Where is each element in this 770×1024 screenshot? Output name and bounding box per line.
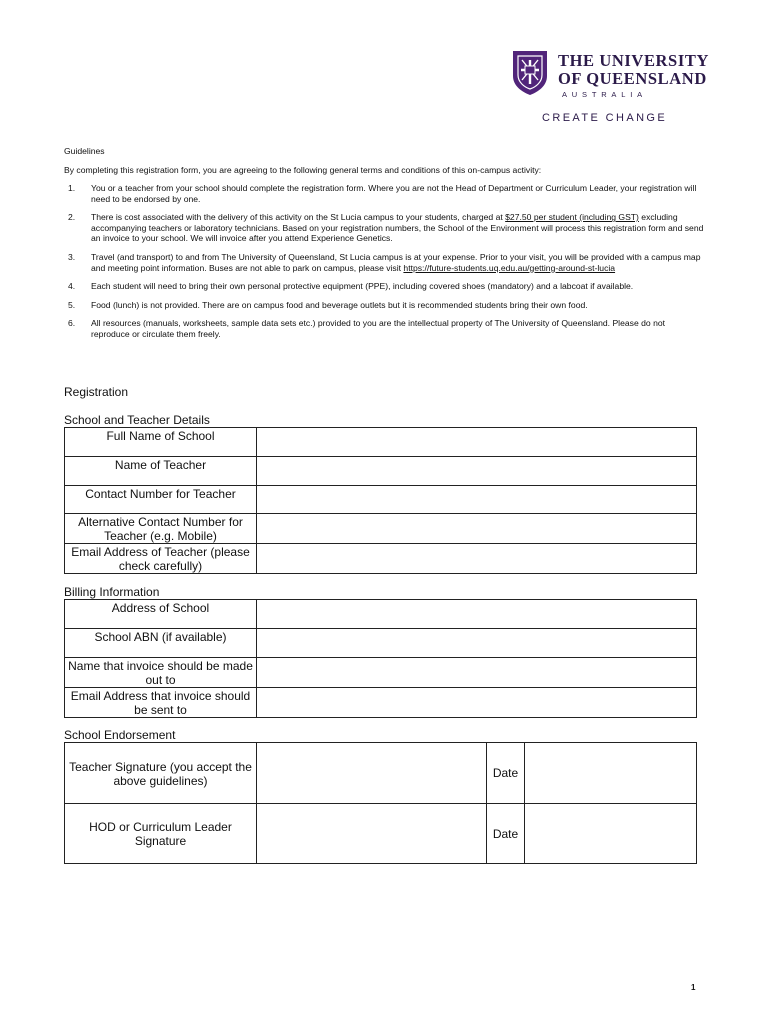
guideline-text: Food (lunch) is not provided. There are on campus food and beverage outlets but it is recommended students bring their own food. bbox=[91, 299, 588, 310]
guideline-item bbox=[64, 252, 704, 273]
uq-logo bbox=[512, 50, 709, 130]
school-teacher-table bbox=[64, 427, 697, 574]
field-label: Contact Number for Teacher bbox=[65, 486, 257, 514]
logo-line3: AUSTRALIA bbox=[562, 90, 647, 99]
teacher-name-input[interactable] bbox=[257, 457, 696, 473]
registration-heading: Registration bbox=[64, 385, 129, 399]
field-cell bbox=[257, 600, 697, 629]
date-label: Date bbox=[487, 804, 525, 864]
guidelines-intro: By completing this registration form, you are agreeing to the following general terms and conditions of this on-campus activity: bbox=[64, 165, 542, 175]
guideline-number: 5. bbox=[68, 299, 76, 310]
signature-cell[interactable] bbox=[257, 743, 487, 804]
field-label: Alternative Contact Number for Teacher (e.g. Mobile) bbox=[65, 514, 257, 544]
guideline-item bbox=[64, 183, 704, 204]
logo-tagline: CREATE CHANGE bbox=[542, 112, 668, 124]
form-row bbox=[65, 688, 697, 718]
form-row bbox=[65, 600, 697, 629]
guidelines-list bbox=[64, 183, 704, 348]
school-abn-input[interactable] bbox=[257, 629, 696, 645]
price-text: $27.50 per student (including GST) bbox=[505, 212, 639, 223]
field-label: Name that invoice should be made out to bbox=[65, 658, 257, 688]
guideline-text: You or a teacher from your school should complete the registration form. Where you are not the Head of Department or Curriculum Leader, your registration will need to be endorsed by one. bbox=[91, 183, 697, 204]
field-label: Teacher Signature (you accept the above guidelines) bbox=[65, 743, 257, 804]
form-row bbox=[65, 629, 697, 658]
endorsement-table bbox=[64, 742, 697, 864]
guideline-item bbox=[64, 212, 704, 244]
billing-table bbox=[64, 599, 697, 718]
uq-crest-icon bbox=[512, 50, 548, 96]
field-cell bbox=[257, 428, 697, 457]
field-label: Full Name of School bbox=[65, 428, 257, 457]
guideline-text: Each student will need to bring their own personal protective equipment (PPE), including covered shoes (mandatory) and a labcoat if available. bbox=[91, 281, 634, 292]
guideline-text: All resources (manuals, worksheets, sample data sets etc.) provided to you are the intellectual property of The University of Queensland. Please do not reproduce or circulate them freely. bbox=[91, 318, 666, 339]
school-address-input[interactable] bbox=[257, 600, 696, 616]
endorsement-heading: School Endorsement bbox=[64, 728, 176, 742]
field-label: Email Address of Teacher (please check carefully) bbox=[65, 544, 257, 574]
form-row bbox=[65, 804, 697, 864]
date-cell bbox=[525, 804, 697, 864]
field-cell bbox=[257, 544, 697, 574]
field-cell bbox=[257, 658, 697, 688]
field-label: HOD or Curriculum Leader Signature bbox=[65, 804, 257, 864]
guideline-item bbox=[64, 281, 704, 292]
field-label: Email Address that invoice should be sent to bbox=[65, 688, 257, 718]
field-label: Address of School bbox=[65, 600, 257, 629]
invoice-name-input[interactable] bbox=[257, 658, 696, 674]
field-cell bbox=[257, 486, 697, 514]
field-cell bbox=[257, 514, 697, 544]
form-row bbox=[65, 457, 697, 486]
guideline-item bbox=[64, 300, 704, 311]
field-cell bbox=[257, 629, 697, 658]
logo-line2: OF QUEENSLAND bbox=[558, 69, 707, 88]
guidelines-title: Guidelines bbox=[64, 146, 105, 156]
form-row bbox=[65, 743, 697, 804]
billing-heading: Billing Information bbox=[64, 585, 160, 599]
contact-number-input[interactable] bbox=[257, 486, 696, 502]
field-cell bbox=[257, 457, 697, 486]
school-teacher-heading: School and Teacher Details bbox=[64, 413, 210, 427]
form-row bbox=[65, 428, 697, 457]
form-row bbox=[65, 658, 697, 688]
alt-contact-input[interactable] bbox=[257, 514, 696, 530]
guideline-number: 2. bbox=[68, 212, 76, 223]
field-cell bbox=[257, 688, 697, 718]
logo-line1: THE UNIVERSITY bbox=[558, 51, 709, 70]
teacher-date-input[interactable] bbox=[525, 743, 696, 759]
guideline-number: 3. bbox=[68, 251, 76, 262]
guideline-text-post: excluding accompanying teachers or laboratory technicians. Based on your registration numbers, the School of the Environment will process this registration form and send an invoice to your school. We will invoice after you attend Experience Genetics. bbox=[91, 212, 704, 244]
field-label: Name of Teacher bbox=[65, 457, 257, 486]
form-row bbox=[65, 486, 697, 514]
hod-date-input[interactable] bbox=[525, 804, 696, 820]
guideline-number: 1. bbox=[68, 183, 76, 193]
page-number: 1 bbox=[691, 983, 696, 992]
campus-link[interactable]: https://future-students.uq.edu.au/getting-around-st-lucia bbox=[403, 262, 616, 273]
guideline-text-pre: Travel (and transport) to and from The University of Queensland, St Lucia campus is at your expense. Prior to your visit, you will be provided with a campus map and meeting point information. Buses are not able to park on campus, please visit bbox=[91, 251, 701, 273]
guideline-number: 6. bbox=[68, 318, 76, 329]
form-row bbox=[65, 544, 697, 574]
invoice-email-input[interactable] bbox=[257, 688, 696, 704]
guideline-number: 4. bbox=[68, 281, 76, 292]
signature-cell[interactable] bbox=[257, 804, 487, 864]
form-row bbox=[65, 514, 697, 544]
guideline-text-pre: There is cost associated with the delivery of this activity on the St Lucia campus to your students, charged at bbox=[91, 212, 506, 223]
teacher-email-input[interactable] bbox=[257, 544, 696, 560]
guideline-item bbox=[64, 318, 704, 339]
field-label: School ABN (if available) bbox=[65, 629, 257, 658]
date-cell bbox=[525, 743, 697, 804]
school-name-input[interactable] bbox=[257, 428, 696, 444]
date-label: Date bbox=[487, 743, 525, 804]
